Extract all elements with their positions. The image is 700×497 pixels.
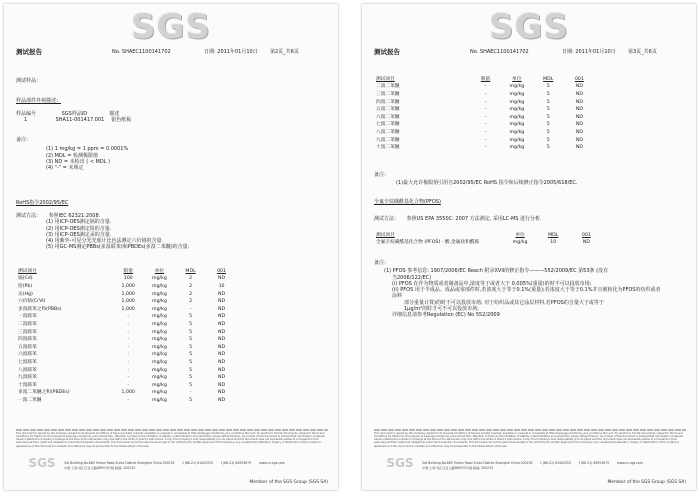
cell-unit: mg/kg [152,337,167,343]
cell-unit: mg/kg [509,114,525,120]
col-result: 001 [217,268,227,274]
cell-limit: - [127,359,130,365]
col-limit: 限值 [123,268,133,274]
cell-item: 九溴联苯 [18,375,37,381]
pfos-note: 部分重量计算)的时不可以投放市场; 对于纺织品或其它涂层材料,若PFOS的含量大于或等于 [404,299,604,306]
sample-desc: 银色纸板 [111,117,132,124]
col-mdl: MDL [185,268,196,274]
cell-unit: mg/kg [152,284,167,290]
cell-mdl: 5 [189,382,193,388]
cell-unit: mg/kg [152,322,167,328]
cell-item: 二溴联苯 [18,322,37,328]
report-title: 测试报告 [16,48,42,56]
pfos-method-label: 测试方法： [374,216,400,222]
table-row [16,283,238,291]
cell-item: 全氟辛烷磺酰基化合物 (PFOS) - 酸,金属盐和酰胺 [376,240,480,246]
table-row [16,397,238,405]
cell-limit: 1,000 [121,306,135,312]
col-unit: 单位 [154,268,165,274]
cell-item: 二溴二苯醚 [376,84,400,90]
cell-mdl: 2 [189,299,193,305]
address-en: 3rd Building,No.889 Yishan Road Xuhui District Shanghai China 200233 [422,461,533,465]
cell-item: 七溴联苯 [18,359,37,365]
sample-col-id: SGS样品ID [61,111,88,117]
cell-unit: mg/kg [509,137,525,143]
cell-limit: 1,000 [121,284,135,290]
cell-limit: - [484,107,487,113]
sgs-logo: SGS [489,7,569,47]
sample-col-no: 样品编号 [16,111,37,117]
cell-limit: 100 [123,276,133,282]
cell-result: ND [218,359,226,365]
cell-result: ND [218,352,226,358]
cell-mdl: 5 [189,329,193,335]
cell-item: 一溴联苯 [18,314,37,320]
pfos-note: (1) PFOS 参考信息: 1907/2006/EC Reach 附录XVII的修正指令———552/2009/EC 第53条 (没有 [384,268,609,275]
table-row [374,137,596,145]
table-row [374,144,596,152]
col-limit: 限值 [480,76,491,82]
report-page-2 [4,4,338,490]
cell-result: ND [218,299,226,305]
cell-unit: mg/kg [509,92,525,98]
cell-item: 四溴联苯 [18,337,37,343]
col-mdl: MDL [543,76,554,82]
cell-item: 十溴二苯醚 [376,145,400,151]
cell-limit: - [127,344,130,350]
cell-mdl: 5 [546,114,550,120]
table-row [16,352,238,360]
cell-limit: - [484,145,487,151]
report-date: 日期: 2011年01月10日 [204,49,258,55]
pfos-note: 1μg/m²的时才可不可以投放市场; [404,305,479,312]
col-test-item: 测试项目 [376,76,395,82]
cell-limit: - [127,382,130,388]
cell-limit: 1,000 [121,299,135,305]
sample-section [16,98,328,104]
col-result: 001 [574,76,584,82]
note-item: (2) MDL = 检测极限值 [46,152,98,159]
pfos-method-text: 参照US EPA 3550C: 2007 方法测定, 采用LC-MS 进行分析. [406,216,542,222]
cell-unit: mg/kg [152,382,167,388]
cell-item: 七溴二苯醚 [376,122,400,128]
note-item: (3) ND = 未检出 ( < MDL ) [46,158,111,165]
cell-unit: mg/kg [152,359,167,365]
cell-limit: - [127,337,130,343]
cell-mdl: 5 [546,92,550,98]
cell-result: ND [575,84,583,90]
col-test-item: 测试项目 [376,232,395,238]
footer-rule [374,429,686,431]
cell-unit: mg/kg [152,390,167,396]
cell-mdl: - [189,390,192,396]
cell-limit: - [484,137,487,143]
tel: t (86-21) 61402553 [540,461,571,465]
cell-result: ND [218,276,226,282]
page-number: 第2页_共6页 [270,49,299,55]
sample-id: SHA11-001417.001 [55,117,105,124]
cell-unit: mg/kg [509,122,525,128]
rohs-results-table [16,268,238,405]
cell-item: 汞(Hg) [18,291,33,297]
notes-label: 备注： [16,137,32,143]
cell-item: 三溴二苯醚 [376,92,400,98]
cell-result: ND [218,382,226,388]
fax: f (86-21) 64953679 [220,461,252,465]
cell-result: ND [218,344,226,350]
cell-limit: 1,000 [121,390,135,396]
cell-mdl: 5 [189,344,193,350]
cell-item: 多溴二苯醚之和(PBDEs) [18,390,70,396]
cell-mdl: 5 [189,397,193,403]
report-number: No. SHAEC1100141702 [470,49,529,55]
cell-mdl: 2 [189,276,193,282]
cell-mdl: 5 [546,122,550,128]
cell-limit: - [484,84,487,90]
table-row [16,298,238,306]
pfos-method-line [374,216,686,222]
report-date: 日期: 2011年01月10日 [562,49,616,55]
tel: t (86-21) 61402553 [182,461,213,465]
cell-limit: - [484,92,487,98]
col-result: 001 [581,232,591,238]
cell-item: 六溴二苯醚 [376,114,400,120]
pfos-notes [374,260,686,318]
cell-mdl: 5 [546,84,550,90]
method-item: (3) 用ICP-OES测定汞的含量. [46,231,112,238]
cell-mdl: 5 [546,145,550,151]
report-page-3 [362,4,696,490]
page-number: 第3页_共6页 [628,49,657,55]
cell-result: ND [575,114,583,120]
table-header-row [374,76,596,84]
website: www.cn.sgs.com [259,461,285,465]
cell-mdl: 5 [189,314,193,320]
method-item: (5) 用GC-MS测定PBBs(多溴联苯)和PBDEs(多溴二苯醚)的含量. [46,244,190,251]
cell-unit: mg/kg [509,107,525,113]
table-row [374,129,596,137]
cell-unit: mg/kg [152,375,167,381]
pfos-note: 当2006/122/EC) [392,274,432,281]
footer-fine-print [374,429,686,448]
col-test-item: 测试项目 [18,268,37,274]
sample-section-title: 样品部件外观描述： [16,98,62,104]
notes-label: 备注： [374,172,390,178]
cell-limit: - [127,322,130,328]
cell-item: 一溴二苯醚 [18,397,42,403]
cell-item: 镉(Cd) [18,276,33,282]
cell-item: 十溴联苯 [18,382,37,388]
cell-unit: mg/kg [509,84,525,90]
sgs-logo: SGS [131,7,211,47]
address-cn: 中国·上海·徐汇区宜山路889号3号楼 邮编: 200233 [64,466,136,470]
cell-mdl: - [189,306,192,312]
pfos-note: (i) PFOS 在作为物质或者制备品中,浓度等于或者大于 0.005%(重量)的时不可以投放市场; [392,280,592,287]
cell-result: ND [575,122,583,128]
sample-no: 1 [24,117,28,124]
sample-col-desc: 描述 [109,111,120,117]
pfos-method [374,216,686,222]
table-row [16,321,238,329]
cell-mdl: 5 [189,359,193,365]
table-row [16,374,238,382]
footer-fine-print-text: This document is issued by the Company subject to its General Conditions of Service printed overleaf, available on request or accessible at http://www.sgs.com/terms_and_conditions.htm and, for electronic format documents, subject to Terms and Conditions for Electronic Documents at www.sgs.com/terms_e-document.htm. Attention is drawn to the limitation of liability, indemnification and jurisdiction issues defined therein. Any holder of this document is advised that information contained hereon reflects the Company's findings at the time of its intervention only and within the limits of Client's instructions, if any. The Company's sole responsibility is to its Client and this document does not exonerate parties to a transaction from exercising all their rights and obligations under the transaction documents. This document cannot be reproduced except in full, without prior written approval of the Company. Any unauthorized alteration, forgery or falsification of the content or appearance of this document is unlawful and offenders may be prosecuted to the fullest extent of the law. [16,432,325,448]
table-row [374,106,596,114]
cell-item: 八溴联苯 [18,367,37,373]
table-row [16,336,238,344]
pfos-results-table [374,232,604,247]
cell-result: ND [575,99,583,105]
cell-item: 六溴联苯 [18,352,37,358]
cell-result: ND [218,390,226,396]
note-item: (4) "-" = 未规定 [46,165,84,171]
cell-limit: - [484,130,487,136]
cell-unit: mg/kg [509,99,525,105]
col-mdl: MDL [548,232,559,238]
col-unit: 单位 [512,76,522,82]
table-row [374,114,596,122]
notes-block [374,172,686,187]
cell-limit: - [484,114,487,120]
fax: f (86-21) 64953679 [578,461,610,465]
cell-limit: - [127,352,130,358]
pfos-note: 详细信息请参考Regulation (EC) No 552/2009 [392,312,500,318]
cell-result: ND [218,322,226,328]
cell-limit: - [484,99,487,105]
address-en: 3rd Building,No.889 Yishan Road Xuhui District Shanghai China 200233 [64,461,175,465]
notes-block [16,137,328,171]
cell-item: 五溴二苯醚 [376,107,400,113]
table-row [374,84,596,92]
cell-result: ND [575,92,583,98]
method-item: (1) 用ICP-OES测定镉的含量. [46,219,112,226]
cell-mdl: 5 [546,99,550,105]
cell-item: 三溴联苯 [18,329,37,335]
cell-result: ND [575,130,583,136]
cell-result: ND [218,337,226,343]
method-item: (2) 用ICP-OES测定铅的含量. [46,225,112,232]
cell-result: ND [218,314,226,320]
cell-item: 铅(Pb) [18,284,33,290]
cell-limit: - [127,314,130,320]
cell-limit: - [127,375,130,381]
cell-unit: mg/kg [152,367,167,373]
cell-limit: 1,000 [121,291,135,297]
cell-item: 六价铬(CrVI) [18,299,46,305]
cell-result: ND [218,367,226,373]
rohs-section [16,200,328,206]
page-header [16,48,328,58]
cell-item: 四溴二苯醚 [376,99,400,105]
cell-limit: - [127,329,130,335]
report-title: 测试报告 [374,48,400,56]
footer-fine-print-text: This document is issued by the Company subject to its General Conditions of Service printed overleaf, available on request or accessible at http://www.sgs.com/terms_and_conditions.htm and, for electronic format documents, subject to Terms and Conditions for Electronic Documents at www.sgs.com/terms_e-document.htm. Attention is drawn to the limitation of liability, indemnification and jurisdiction issues defined therein. Any holder of this document is advised that information contained hereon reflects the Company's findings at the time of its intervention only and within the limits of Client's instructions, if any. The Company's sole responsibility is to its Client and this document does not exonerate parties to a transaction from exercising all their rights and obligations under the transaction documents. This document cannot be reproduced except in full, without prior written approval of the Company. Any unauthorized alteration, forgery or falsification of the content or appearance of this document is unlawful and offenders may be prosecuted to the fullest extent of the law. [374,432,683,448]
cell-result: ND [218,397,226,403]
cell-limit: - [127,397,130,403]
cell-limit: - [127,367,130,373]
pfos-notes-label: 备注： [374,260,390,266]
cell-result: 10 [218,284,225,290]
table-row [16,329,238,337]
method-item: (4) 用紫外-可见分光光度计比色法测定六价铬的含量. [46,238,164,244]
cell-mdl: 5 [546,107,550,113]
cell-mdl: 2 [189,284,193,290]
cell-unit: mg/kg [152,329,167,335]
table-row [16,276,238,284]
cell-unit: mg/kg [152,352,167,358]
cell-mdl: 5 [189,367,193,373]
pfos-section [374,199,686,205]
cell-result: ND [575,107,583,113]
cell-limit: - [484,122,487,128]
cell-mdl: 5 [546,137,550,143]
member-text: Member of the SGS Group (SGS SA) [607,480,686,485]
table-row [16,367,238,375]
col-unit: 单位 [515,232,525,238]
cell-mdl: 5 [189,337,193,343]
cell-unit: mg/kg [152,344,167,350]
cell-unit: mg/kg [509,145,525,151]
website: www.cn.sgs.com [617,461,643,465]
table-row [374,240,604,248]
sample-table [16,111,328,124]
cell-result: ND [575,137,583,143]
cell-mdl: 5 [189,352,193,358]
method-label: 测试方法： [16,213,42,219]
cell-unit: mg/kg [152,276,167,282]
pfos-title: 全氟辛烷磺酰基化合物(PFOS) [374,199,441,205]
cell-mdl: 10 [550,240,557,246]
sgs-stamp-logo: SGS [28,456,56,470]
table-row [16,344,238,352]
cell-item: 八溴二苯醚 [376,130,400,136]
sample-label-text: 测试样品： [16,78,42,84]
rohs-title: RoHS指令2002/95/EC [16,200,69,206]
note-item: (1) 1 mg/kg = 1 ppm = 0.0001% [46,146,129,153]
cell-unit: mg/kg [152,299,167,305]
cell-result: ND [582,240,590,246]
method-item: 参照IEC 62321:2008. [48,213,101,219]
cell-result: ND [218,329,226,335]
cell-unit: mg/kg [152,306,167,312]
table-header-row [16,268,238,276]
cell-mdl: 5 [546,130,550,136]
cell-unit: mg/kg [512,240,528,246]
cell-item: 九溴二苯醚 [376,137,400,143]
footer-rule [16,429,328,431]
cell-unit: mg/kg [509,130,525,136]
footer-address [64,461,328,471]
cell-item: 五溴联苯 [18,344,37,350]
report-number: No. SHAEC1100141702 [112,49,171,55]
pfos-note: (ii) PFOS 用于半成品、成品或零部件时,若浓度大于等于0.1%(重量);若浓度大于等于0.1%并且被转化为PFOS的纺织或者涂料 [392,287,661,300]
cell-result: ND [218,375,226,381]
cell-mdl: 2 [189,291,193,297]
table-row [16,359,238,367]
sample-table-row [16,117,328,123]
cell-unit: mg/kg [152,314,167,320]
address-cn: 中国·上海·徐汇区宜山路889号3号楼 邮编: 200233 [422,466,494,470]
table-row [16,291,238,299]
cell-unit: mg/kg [152,291,167,297]
table-row [374,122,596,130]
table-row [16,314,238,322]
table-header-row [374,232,604,240]
cell-item: 多溴联苯之和(PBBs) [18,306,62,312]
note-item: (1)最大允许极限值引用自2002/95/EC RoHS 指令和后续修正指令2005/618/EC. [396,180,578,187]
cell-mdl: 5 [189,375,193,381]
table-row [374,99,596,107]
cell-mdl: 5 [189,322,193,328]
table-row [16,306,238,314]
sgs-stamp-logo: SGS [386,456,414,470]
sample-label [16,78,328,84]
table-row [16,382,238,390]
page-header [374,48,686,58]
cell-result: ND [575,145,583,151]
footer-address [422,461,686,471]
cell-unit: mg/kg [152,397,167,403]
pbde-results-table [374,76,596,152]
cell-result: ND [218,306,226,312]
cell-result: ND [218,291,226,297]
footer-fine-print [16,429,328,448]
table-row [374,91,596,99]
method-block [16,213,328,251]
table-row [16,390,238,398]
member-text: Member of the SGS Group (SGS SA) [249,480,328,485]
